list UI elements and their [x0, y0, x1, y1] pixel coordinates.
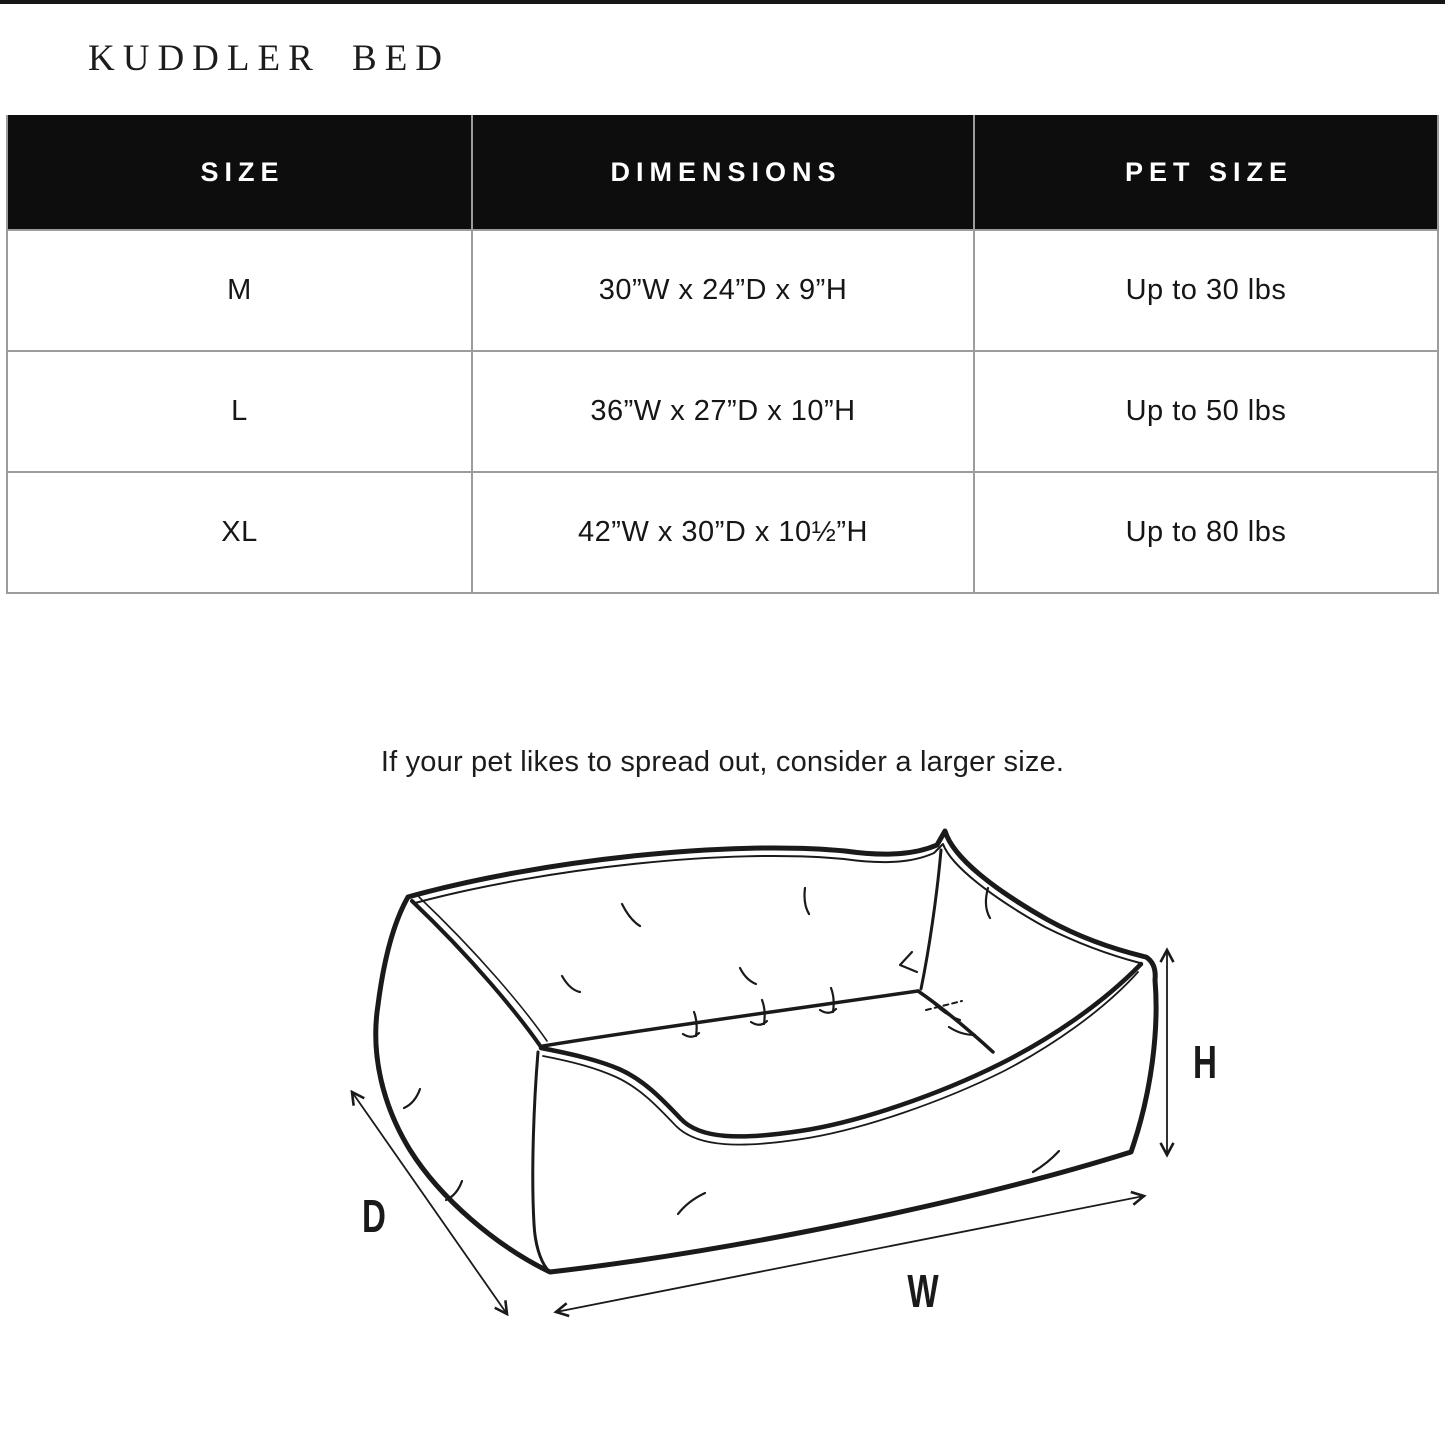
bed-outline — [376, 831, 1156, 1272]
cell-pet-size: Up to 80 lbs — [1125, 516, 1287, 548]
top-border-rule — [0, 0, 1445, 4]
table-row-xl — [8, 471, 1437, 592]
cell-dimensions: 36”W x 27”D x 10”H — [473, 352, 975, 471]
bed-diagram — [300, 800, 1250, 1400]
table-row-m — [8, 229, 1437, 350]
table-header-row — [8, 115, 1437, 229]
cell-size: L — [8, 352, 473, 471]
cell-size: XL — [8, 473, 473, 592]
depth-label: D — [362, 1191, 386, 1243]
stitch-marks — [404, 888, 1059, 1214]
cell-pet-size: Up to 50 lbs — [1125, 395, 1287, 427]
cell-dimensions: 42”W x 30”D x 10½”H — [473, 473, 975, 592]
table-row-l — [8, 350, 1437, 471]
height-label: H — [1193, 1037, 1217, 1089]
column-header-size: SIZE — [8, 115, 473, 229]
page-title: KUDDLER BED — [88, 38, 451, 79]
cell-dimensions: 30”W x 24”D x 9”H — [473, 231, 975, 350]
size-table — [6, 115, 1439, 594]
cell-pet-size: Up to 30 lbs — [1125, 274, 1287, 306]
bed-sketch — [300, 800, 1250, 1400]
dimension-arrows — [352, 950, 1167, 1314]
sizing-note: If your pet likes to spread out, consider a larger size. — [380, 746, 1065, 778]
column-header-pet-size: PET SIZE — [1124, 156, 1294, 187]
width-label: W — [907, 1266, 939, 1318]
width-arrow — [556, 1196, 1144, 1312]
column-header-dimensions: DIMENSIONS — [473, 115, 975, 229]
cell-size: M — [8, 231, 473, 350]
